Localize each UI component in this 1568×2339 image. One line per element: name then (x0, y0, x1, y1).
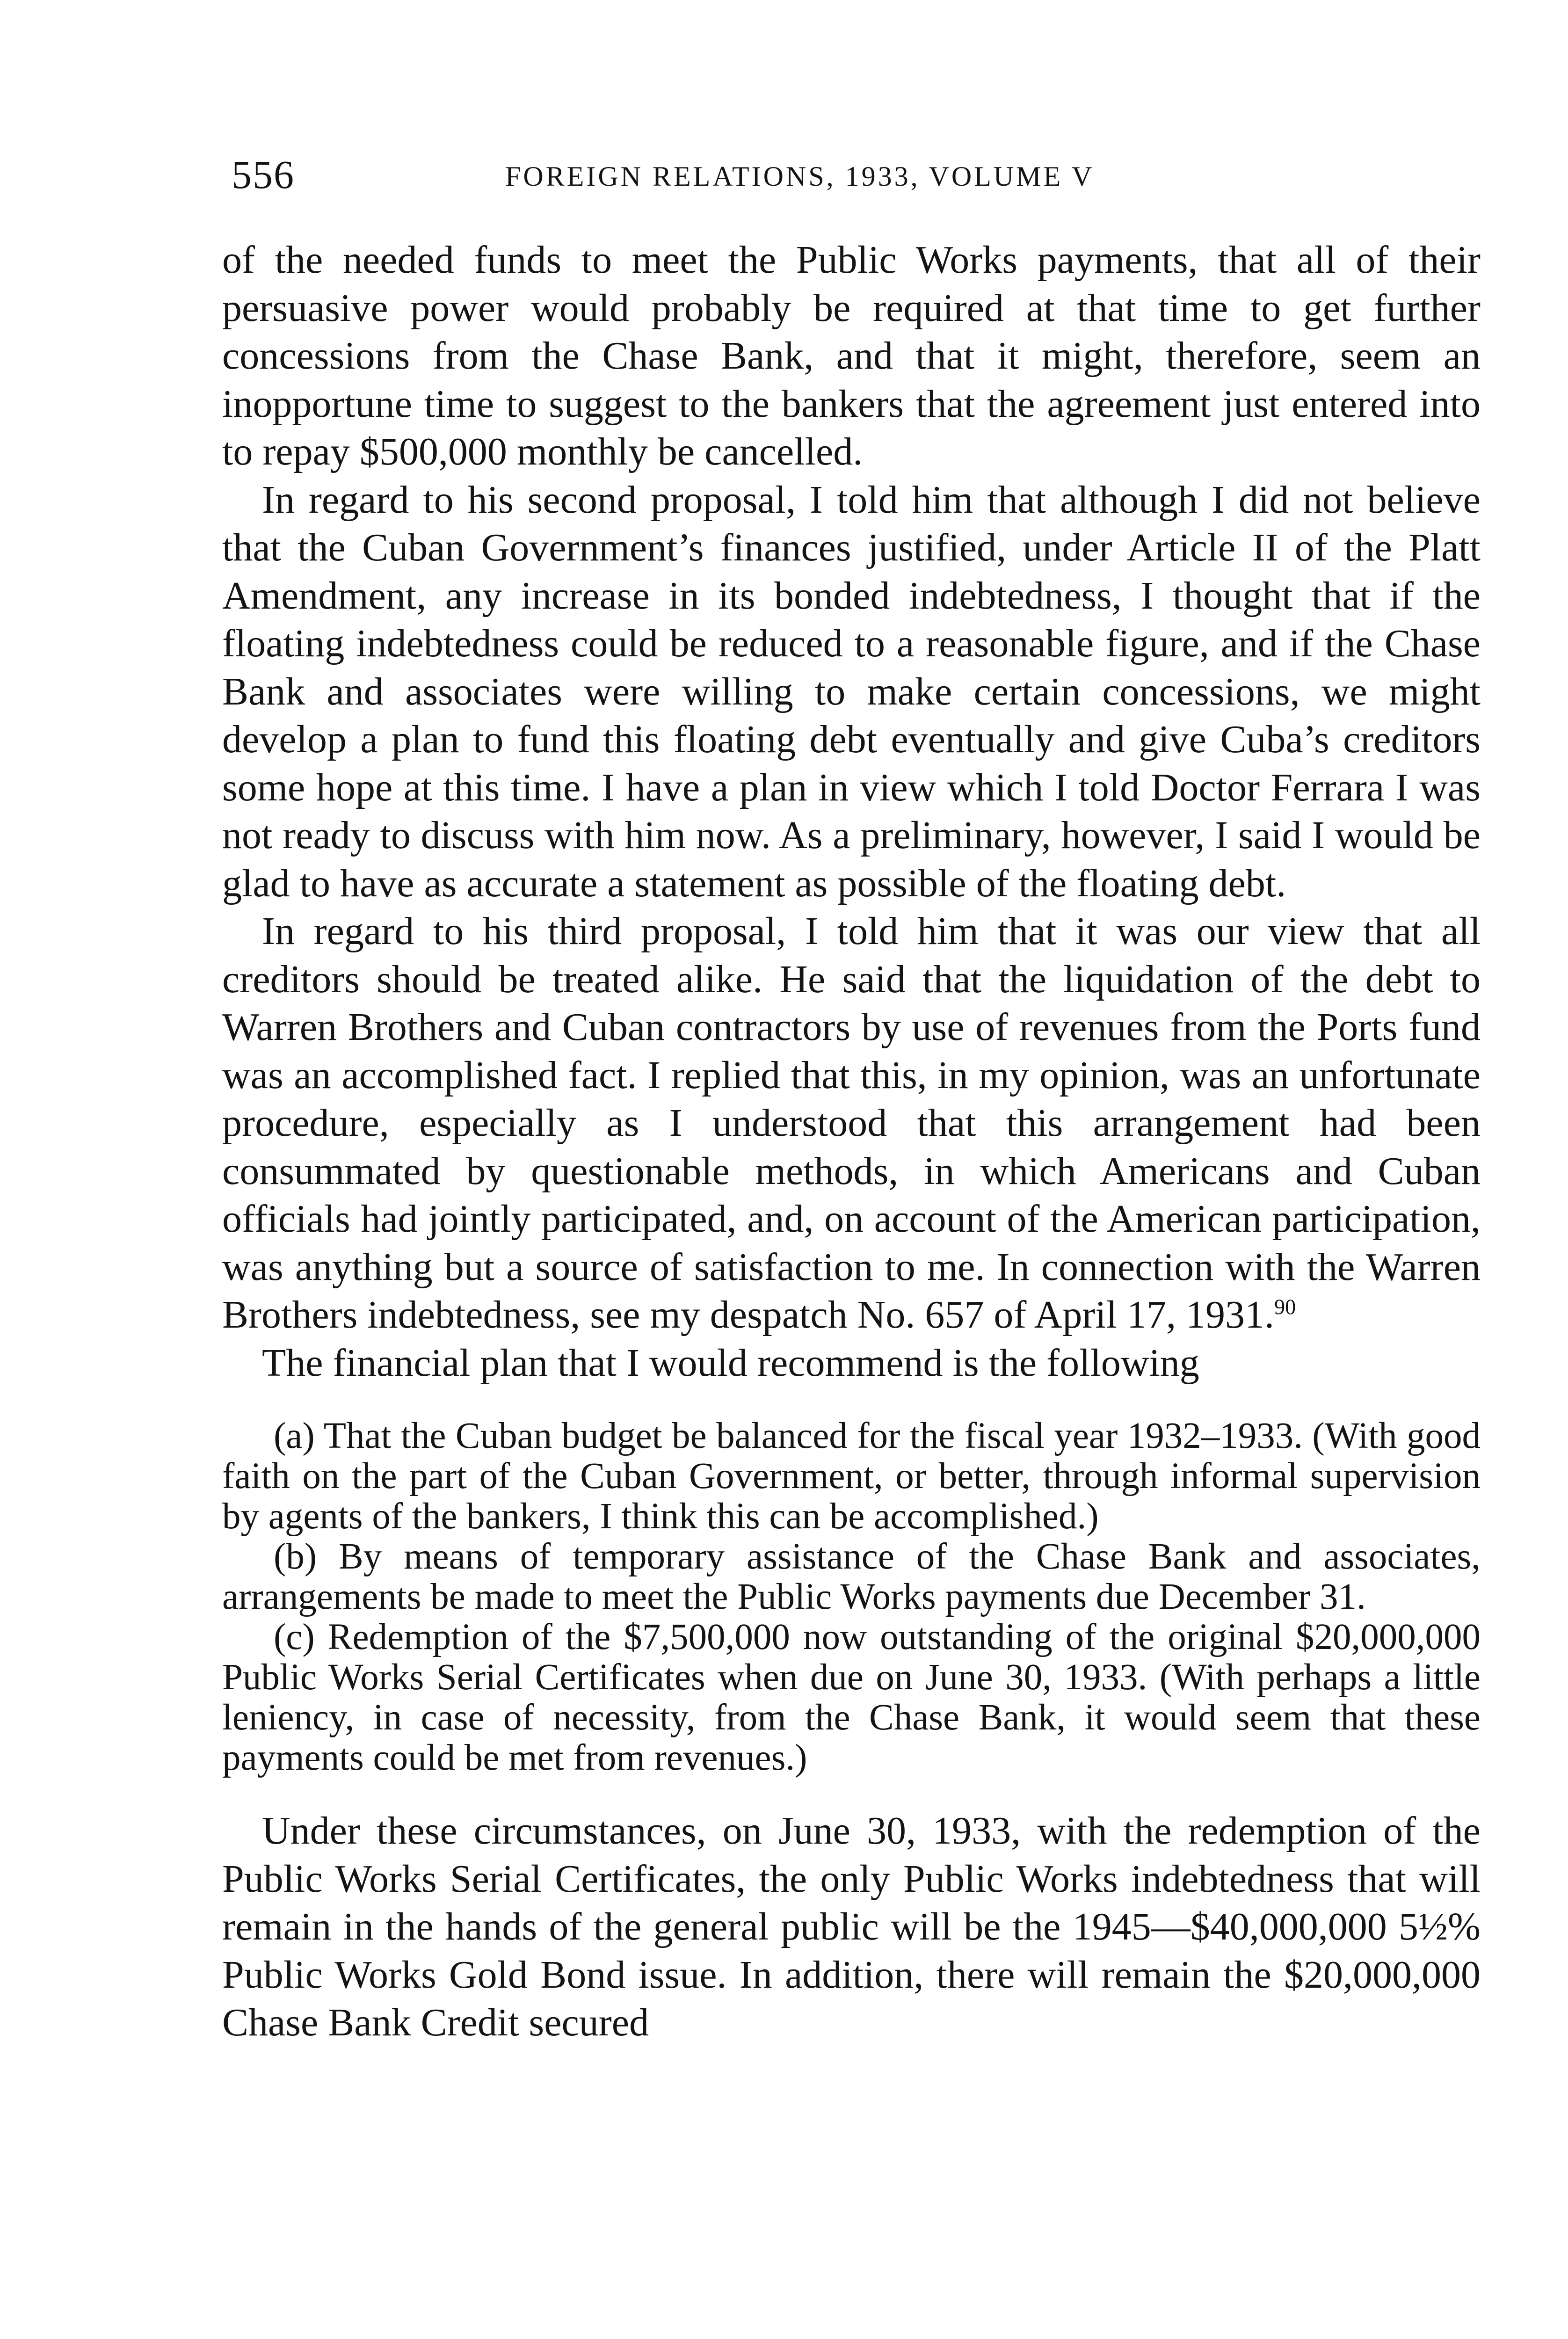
page-number: 556 (232, 152, 295, 197)
plan-item-b (222, 1537, 1481, 1617)
footnote-reference: 90 (1274, 1295, 1296, 1319)
plan-item-marker: (a) (274, 1416, 315, 1456)
plan-item-text: Redemption of the $7,500,000 now outstanding of the original $20,000,000 Public Works Serial Certificates when due on June 30, 1933. (With perhaps a little leniency, in case of necessity, from the Chase Bank, it would seem that these payments could be met from revenues.) (222, 1617, 1481, 1778)
plan-item-marker: (b) (274, 1536, 317, 1577)
plan-item-text: By means of temporary assistance of the Chase Bank and associates, arrangements be made to meet the Public Works payments due December 31. (222, 1536, 1481, 1617)
paragraph-third-proposal-text: In regard to his third proposal, I told him that it was our view that all creditors should be treated alike. He said that the liquidation of the debt to Warren Brothers and Cuban contractors by use of revenues from the Ports fund was an accomplished fact. I replied that this, in my opinion, was an unfortunate procedure, especially as I understood that this arrangement had been consummated by questionable methods, in which Americans and Cuban officials had jointly participated, and, on account of the American participation, was anything but a source of satisfaction to me. In connection with the Warren Brothers indebtedness, see my despatch No. 657 of April 17, 1931. (222, 909, 1481, 1337)
plan-item-a (222, 1416, 1481, 1537)
plan-item-text: That the Cuban budget be balanced for the fiscal year 1932–1933. (With good faith on the part of the Cuban Government, or better, through informal supervision by agents of the bankers, I think this can be accomplished.) (222, 1416, 1481, 1537)
plan-item-marker: (c) (274, 1617, 315, 1657)
plan-item-c (222, 1617, 1481, 1778)
paragraph-third-proposal (222, 908, 1481, 1339)
paragraph-circumstances: Under these circumstances, on June 30, 1933, with the redemption of the Public Works Serial Certificates, the only Public Works indebtedness that will remain in the hands of the general public will be the 1945—$40,000,000 5½% Public Works Gold Bond issue. In addition, there will remain the $20,000,000 Chase Bank Credit secured (222, 1809, 1481, 2044)
paragraph-continuation: of the needed funds to meet the Public Works payments, that all of their persuasive power would probably be required at that time to get further concessions from the Chase Bank, and that it might, therefore, seem an inopportune time to suggest to the bankers that the agreement just entered into to repay $500,000 monthly be cancelled. (222, 238, 1481, 473)
plan-list (222, 1416, 1481, 1778)
body-text (222, 236, 1481, 2047)
paragraph-financial-plan: The financial plan that I would recommend is the following (262, 1341, 1199, 1385)
running-title: FOREIGN RELATIONS, 1933, VOLUME V (505, 161, 1095, 192)
paragraph-second-proposal: In regard to his second proposal, I told him that although I did not believe that the Cuban Government’s finances justified, under Article II of the Platt Amendment, any increase in its bonded indebtedness, I thought that if the floating indebtedness could be reduced to a reasonable figure, and if the Chase Bank and associates were willing to make certain concessions, we might develop a plan to fund this floating debt eventually and give Cuba’s creditors some hope at this time. I have a plan in view which I told Doctor Ferrara I was not ready to discuss with him now. As a preliminary, however, I said I would be glad to have as accurate a statement as possible of the floating debt. (222, 478, 1481, 905)
page-header (232, 149, 1476, 205)
